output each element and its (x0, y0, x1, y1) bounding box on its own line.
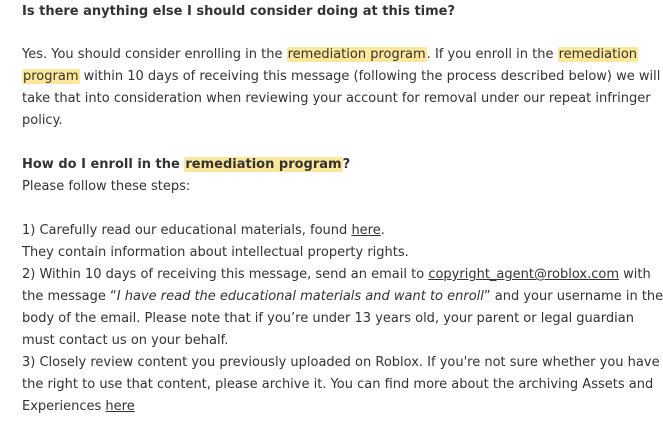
step-3-line-2 (22, 374, 653, 396)
question-mark: ? (342, 157, 351, 172)
steps-intro-text: Please follow these steps: (22, 179, 191, 194)
answer-text: Yes. You should consider enrolling in the (22, 47, 287, 62)
question-heading-1 (22, 1, 455, 23)
step-text: the right to use that content, please archive it. You can find more about the archiving Assets and (22, 377, 654, 392)
step-text: must contact us on your behalf. (22, 333, 229, 348)
step-1-line-2 (22, 242, 409, 264)
step-2-line-3 (22, 308, 634, 330)
step-3-line-1 (22, 352, 660, 374)
step-text: with (619, 267, 651, 282)
step-text: They contain information about intellectual property rights. (22, 245, 409, 260)
answer-line-1 (22, 44, 638, 66)
answer-text: take that into consideration when reviewing your account for removal under our repeat infringer (22, 91, 651, 106)
step-2-line-4 (22, 330, 228, 352)
educational-materials-link[interactable]: here (351, 223, 381, 238)
step-text: 2) Within 10 days of receiving this message, send an email to (22, 267, 429, 282)
answer-line-2 (22, 66, 660, 88)
step-2-line-2 (22, 286, 663, 308)
answer-text: within 10 days of receiving this message (following the process described below) we will (79, 69, 661, 84)
enroll-message-quote: I have read the educational materials and want to enroll (116, 289, 484, 304)
copyright-email-link[interactable]: copyright_agent@roblox.com (428, 267, 619, 282)
highlight-remediation-program: remediation program (185, 157, 342, 172)
step-text: Experiences (22, 399, 106, 414)
question-heading-2 (22, 154, 350, 176)
highlight-remediation: remediation (558, 47, 638, 62)
answer-line-4 (22, 110, 63, 132)
step-2-line-1 (22, 264, 651, 286)
highlight-remediation-program: remediation program (287, 47, 426, 62)
steps-intro (22, 176, 190, 198)
step-3-line-3 (22, 396, 135, 418)
answer-text: policy. (22, 113, 63, 128)
step-text: the message “ (22, 289, 117, 304)
question-heading-1-text: Is there anything else I should consider doing at this time? (22, 4, 456, 19)
highlight-program: program (23, 69, 79, 84)
step-text: ” and your username in the (483, 289, 663, 304)
step-1-line-1 (22, 220, 385, 242)
answer-text: . If you enroll in the (426, 47, 558, 62)
question-heading-2-text: How do I enroll in the (22, 157, 185, 172)
archiving-help-link[interactable]: here (105, 399, 135, 414)
step-text: 1) Carefully read our educational materials, found (22, 223, 352, 238)
step-text: 3) Closely review content you previously uploaded on Roblox. If you're not sure whether you have (22, 355, 660, 370)
answer-line-3 (22, 88, 651, 110)
step-text: . (380, 223, 385, 238)
step-text: body of the email. Please note that if you’re under 13 years old, your parent or legal guardian (22, 311, 634, 326)
